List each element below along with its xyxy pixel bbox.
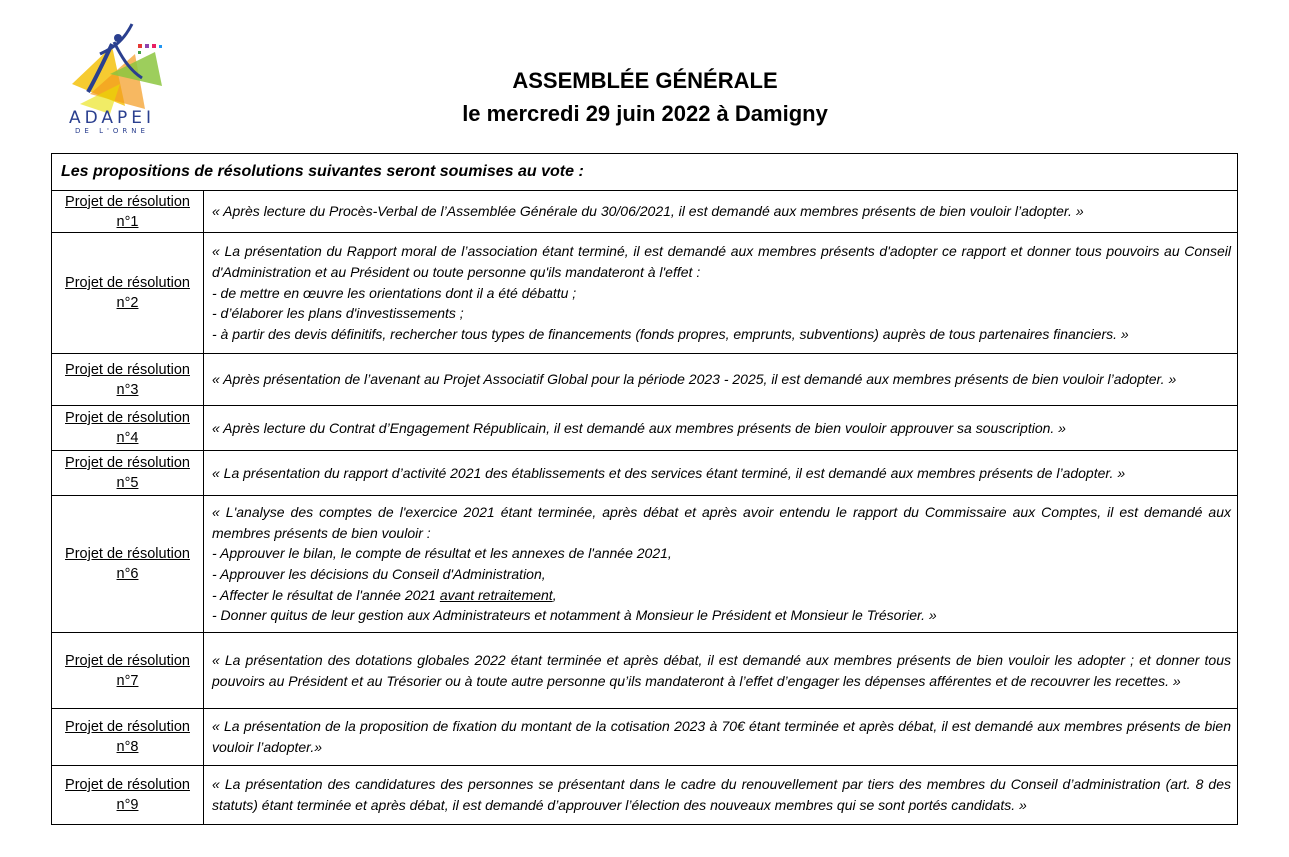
resolution-label bbox=[52, 709, 204, 766]
resolution-label bbox=[52, 766, 204, 825]
resolution-text: « La présentation des candidatures des personnes se présentant dans le cadre du renouvellement par tiers des membres du Conseil d’administration (art. 8 des statuts) étant terminée et après débat, il est demandé d’approuver l’élection des nouveaux membres qui se sont portés candidats. » bbox=[204, 766, 1238, 825]
table-row bbox=[52, 406, 1238, 451]
resolution-text: « Après lecture du Procès-Verbal de l’Assemblée Générale du 30/06/2021, il est demandé aux membres présents de bien vouloir l’adopter. » bbox=[204, 191, 1238, 233]
resolution-text: « La présentation de la proposition de fixation du montant de la cotisation 2023 à 70€ étant terminée et après débat, il est demandé aux membres présents de bien vouloir l’adopter.» bbox=[204, 709, 1238, 766]
resolution-item: - Approuver le bilan, le compte de résultat et les annexes de l'année 2021, bbox=[212, 545, 672, 562]
resolution-label-text: Projet de résolution bbox=[65, 361, 190, 378]
table-row bbox=[52, 233, 1238, 354]
resolution-intro: « La présentation du Rapport moral de l’association étant terminé, il est demandé aux membres présents d'adopter ce rapport et donner tous pouvoirs au Conseil d'Administration et au Président ou toute personne qu'ils mandateront à l'effet : bbox=[212, 243, 1231, 280]
page-title bbox=[330, 64, 960, 130]
resolutions-table bbox=[51, 153, 1238, 825]
title-line-2: le mercredi 29 juin 2022 à Damigny bbox=[462, 101, 828, 126]
resolution-label bbox=[52, 233, 204, 354]
table-heading-row bbox=[52, 154, 1238, 191]
resolution-intro: « L'analyse des comptes de l'exercice 2021 étant terminée, après débat et après avoir entendu le rapport du Commissaire aux Comptes, il est demandé aux membres présents de bien vouloir : bbox=[212, 503, 1231, 541]
resolution-item: - Donner quitus de leur gestion aux Administrateurs et notamment à Monsieur le Président et Monsieur le Trésorier. » bbox=[212, 607, 937, 624]
resolution-item: - de mettre en œuvre les orientations dont il a été débattu ; bbox=[212, 284, 577, 301]
resolution-number: n°5 bbox=[116, 475, 139, 491]
resolution-label bbox=[52, 633, 204, 709]
resolution-label-text: Projet de résolution bbox=[65, 719, 190, 735]
table-row bbox=[52, 709, 1238, 766]
resolution-number: n°2 bbox=[116, 295, 139, 311]
resolution-number: n°7 bbox=[116, 672, 139, 689]
resolution-number: n°9 bbox=[116, 797, 139, 813]
resolution-text: « Après présentation de l’avenant au Projet Associatif Global pour la période 2023 - 2025, il est demandé aux membres présents de bien vouloir l’adopter. » bbox=[204, 354, 1238, 406]
title-line-1: ASSEMBLÉE GÉNÉRALE bbox=[512, 68, 778, 93]
resolution-text bbox=[204, 233, 1238, 354]
item-text: , bbox=[552, 586, 557, 603]
table-row bbox=[52, 451, 1238, 496]
resolution-label bbox=[52, 406, 204, 451]
resolution-label bbox=[52, 354, 204, 406]
resolution-label-text: Projet de résolution bbox=[65, 193, 190, 210]
table-row bbox=[52, 633, 1238, 709]
logo-subtitle: DE L'ORNE bbox=[75, 127, 149, 135]
resolution-text: « Après lecture du Contrat d’Engagement Républicain, il est demandé aux membres présents de bien vouloir approuver sa souscription. » bbox=[204, 406, 1238, 451]
resolution-label-text: Projet de résolution bbox=[65, 546, 190, 562]
item-text: - Affecter le résultat de l'année 2021 bbox=[212, 586, 440, 603]
resolution-label bbox=[52, 451, 204, 496]
resolution-item: - à partir des devis définitifs, rechercher tous types de financements (fonds propres, emprunts, subventions) auprès de tous partenaires financiers. » bbox=[212, 326, 1129, 343]
resolution-number: n°4 bbox=[116, 430, 139, 446]
resolution-text: « La présentation du rapport d’activité 2021 des établissements et des services étant terminé, il est demandé aux membres présents de l’adopter. » bbox=[204, 451, 1238, 496]
resolution-number: n°6 bbox=[116, 566, 139, 582]
resolution-label-text: Projet de résolution bbox=[65, 777, 190, 793]
resolution-label bbox=[52, 496, 204, 633]
resolution-item bbox=[212, 585, 1231, 606]
resolution-item: - Approuver les décisions du Conseil d'Administration, bbox=[212, 566, 546, 582]
resolution-number: n°3 bbox=[116, 381, 139, 398]
underlined-text: avant retraitement bbox=[439, 586, 553, 603]
table-row bbox=[52, 496, 1238, 633]
resolution-label-text: Projet de résolution bbox=[65, 455, 190, 471]
resolution-label-text: Projet de résolution bbox=[65, 652, 190, 669]
resolution-number: n°1 bbox=[116, 213, 139, 230]
resolution-text bbox=[204, 496, 1238, 633]
resolution-label-text: Projet de résolution bbox=[65, 275, 190, 291]
table-row bbox=[52, 766, 1238, 825]
table-heading: Les propositions de résolutions suivantes seront soumises au vote : bbox=[52, 154, 1238, 191]
logo-wordmark: ADAPEI bbox=[68, 108, 156, 128]
resolution-item: - d’élaborer les plans d'investissements ; bbox=[212, 305, 464, 322]
table-row bbox=[52, 354, 1238, 406]
resolution-label bbox=[52, 191, 204, 233]
resolution-number: n°8 bbox=[116, 739, 139, 755]
resolution-text: « La présentation des dotations globales 2022 étant terminée et après débat, il est demandé aux membres présents de bien vouloir les adopter ; et donner tous pouvoirs au Président et au Trésorier ou à toute autre personne qu’ils mandateront à l’effet d’engager les dépenses afférentes et de recouvrer les recettes. » bbox=[204, 633, 1238, 709]
resolution-label-text: Projet de résolution bbox=[65, 410, 190, 426]
table-row bbox=[52, 191, 1238, 233]
